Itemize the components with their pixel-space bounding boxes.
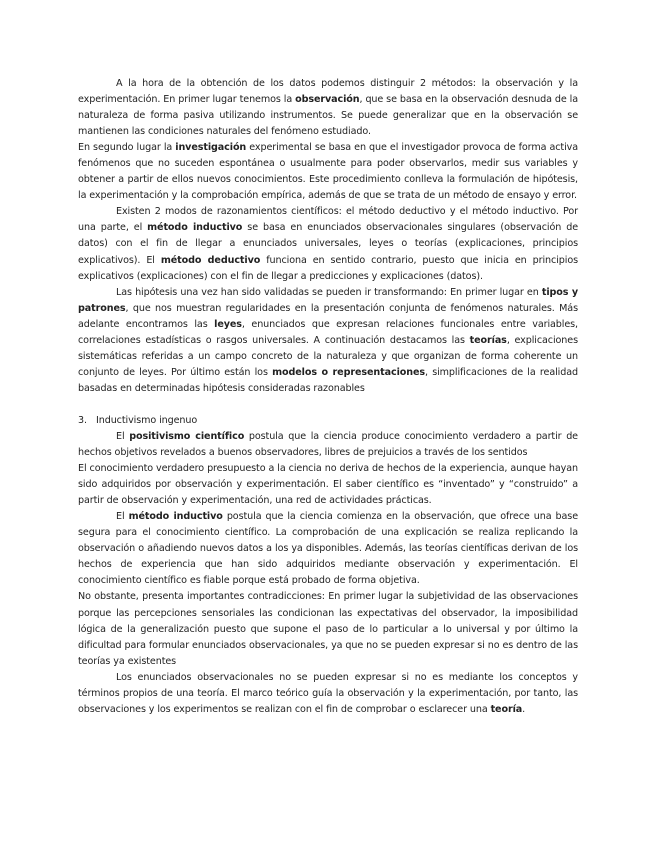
text-run: En segundo lugar la bbox=[78, 142, 176, 154]
paragraph-investigation bbox=[78, 140, 578, 204]
section-heading bbox=[78, 413, 578, 429]
term-leyes: leyes bbox=[214, 318, 242, 330]
text-run: Las hipótesis una vez han sido validadas se pueden ir transformando: En primer lugar en bbox=[116, 286, 542, 298]
term-investigacion: investigación bbox=[175, 142, 247, 154]
blank-line bbox=[78, 397, 578, 413]
text-run: postula que la ciencia comienza en la observación, que ofrece una base segura para el conocimiento científico. La comprobación de una explicación se realiza replicando la observación o añadiendo nuevos datos a los ya disponibles. Además, las teorías científicas derivan de los hechos de experiencia que han sido adquiridos mediante observación y experimentación. El conocimiento científico es fiable porque está probado de forma objetiva. bbox=[78, 511, 579, 587]
paragraph-positivism bbox=[78, 429, 578, 461]
text-run: Los enunciados observacionales no se pueden expresar si no es mediante los conceptos y términos propios de una teoría. El marco teórico guía la observación y la experimentación, por tanto, las observaciones y los experimentos se realizan con el fin de comprobar o esclarecer una bbox=[78, 671, 578, 715]
term-teorias: teorías bbox=[469, 334, 507, 346]
text-run: Existen 2 modos de razonamientos científicos: el método deductivo y el método inductivo. Por una parte, el bbox=[78, 206, 578, 234]
term-metodo-deductivo: método deductivo bbox=[160, 254, 261, 266]
text-run: El bbox=[116, 430, 130, 442]
text-run: funciona en sentido contrario, puesto que inicia en principios explicativos (explicaciones) con el fin de llegar a predicciones y explicaciones (datos). bbox=[78, 254, 578, 282]
text-run: , explicaciones sistemáticas referidas a un campo concreto de la naturaleza y que organizan de forma coherente un conjunto de leyes. Por último están los bbox=[78, 334, 578, 378]
paragraph-contradictions: No obstante, presenta importantes contradicciones: En primer lugar la subjetividad de las observaciones porque las percepciones sensoriales las condicionan las expectativas del observador, la imposibilidad lógica de la generalización puesto que supone el paso de lo particular a lo universal y por último la dificultad para formular enunciados observacionales, ya que no se pueden expresar si no es dentro de las teorías ya existentes bbox=[78, 591, 578, 667]
term-positivismo: positivismo científico bbox=[129, 430, 245, 442]
paragraph-reasoning-modes bbox=[78, 204, 578, 284]
text-run: postula que la ciencia produce conocimiento verdadero a partir de hechos objetivos revelados a buenos observadores, libres de prejuicios a través de los sentidos bbox=[78, 430, 578, 459]
term-metodo-inductivo: método inductivo bbox=[147, 222, 243, 234]
paragraph-data-methods bbox=[78, 76, 578, 140]
paragraph-hypotheses bbox=[78, 285, 578, 397]
text-run: , que se basa en la observación desnuda de la naturaleza de forma pasiva utilizando instrumentos. Se puede generalizar que en la observación se mantienen las condiciones naturales del fenómeno estudiado. bbox=[78, 94, 578, 138]
paragraph-observational-statements bbox=[78, 670, 578, 718]
text-run: experimental se basa en que el investigador provoca de forma activa fenómenos que no suceden espontánea o usualmente para poder observarlos, medir sus variables y obtener a partir de ellos nuevos conocimientos. Este procedimiento conlleva la formulación de hipótesis, la experimentación y la comprobación empírica, además de que se trata de un método de ensayo y error. bbox=[78, 142, 578, 202]
document-body bbox=[78, 76, 578, 718]
term-observacion: observación bbox=[295, 94, 360, 106]
paragraph-true-knowledge: El conocimiento verdadero presupuesto a la ciencia no deriva de hechos de la experiencia, aunque hayan sido adquiridos por observación y experimentación. El saber científico es “inventado” y “construido” a partir de observación y experimentación, una red de actividades prácticas. bbox=[78, 463, 578, 507]
term-tipos-patrones: tipos y patrones bbox=[78, 286, 578, 314]
text-run: , simplificaciones de la realidad basadas en determinadas hipótesis consideradas razonables bbox=[78, 366, 578, 394]
text-run: El bbox=[116, 511, 129, 523]
term-modelos: modelos o representaciones bbox=[272, 366, 425, 378]
term-metodo-inductivo-2: método inductivo bbox=[128, 511, 223, 523]
paragraph-inductive-method bbox=[78, 509, 578, 589]
text-run: A la hora de la obtención de los datos podemos distinguir 2 métodos: la observación y la experimentación. En primer lugar tenemos la bbox=[78, 78, 578, 106]
term-teoria: teoría bbox=[490, 703, 523, 715]
text-run: , enunciados que expresan relaciones funcionales entre variables, correlaciones estadísticas o rasgos universales. A continuación destacamos las bbox=[78, 318, 578, 346]
text-run: . bbox=[522, 703, 526, 715]
text-run: se basa en enunciados observacionales singulares (observación de datos) con el fin de llegar a enunciados universales, leyes o teorías (explicaciones, principios explicativos). El bbox=[78, 222, 579, 266]
section-number: 3. bbox=[78, 414, 87, 426]
text-run: , que nos muestran regularidades en la presentación conjunta de fenómenos naturales. Más adelante encontramos las bbox=[78, 302, 578, 330]
section-title: Inductivismo ingenuo bbox=[96, 414, 198, 426]
